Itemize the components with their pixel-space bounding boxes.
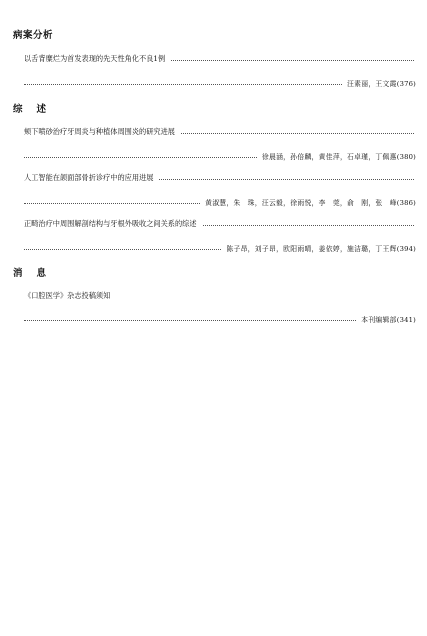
article-page-number: (394)	[396, 245, 416, 253]
article-author-line	[24, 195, 416, 207]
article-title: 《口腔医学》杂志投稿须知	[24, 291, 111, 300]
dot-leader	[24, 320, 356, 321]
dot-leader	[203, 225, 414, 226]
article-authors: 汪素丽，王文霞	[347, 80, 397, 88]
dot-leader	[171, 60, 414, 61]
article-page-number: (376)	[396, 80, 416, 88]
article-title-line[interactable]	[24, 289, 416, 301]
dot-leader	[159, 179, 414, 180]
article-page-number: (380)	[396, 153, 416, 161]
article-authors: 黄淑慧，朱 珠，汪云毅，徐雨悦，李 莞，俞 刚，张 峰	[205, 199, 397, 207]
article-title: 人工智能在颌面部骨折诊疗中的应用进展	[24, 173, 154, 182]
section-heading-case-analysis: 病案分析	[13, 30, 54, 41]
article-author-line	[24, 76, 416, 88]
article-title-line[interactable]	[24, 171, 416, 183]
article-title-line[interactable]	[24, 52, 416, 64]
article-title: 颊下喷砂治疗牙周炎与种植体周围炎的研究进展	[24, 127, 175, 136]
article-title-line[interactable]	[24, 125, 416, 137]
dot-leader	[24, 84, 342, 85]
dot-leader	[24, 249, 221, 250]
article-title: 正畸治疗中周围解剖结构与牙根外吸收之间关系的综述	[24, 219, 197, 228]
article-page-number: (386)	[396, 199, 416, 207]
article-authors: 陈子昂，刘子昂，欧阳雨晴，姜依婷，施洁璐，丁王辉	[226, 245, 397, 253]
article-title: 以舌背糜烂为首发表现的先天性角化不良1例	[24, 54, 166, 63]
dot-leader	[24, 203, 200, 204]
article-title-line[interactable]	[24, 217, 416, 229]
article-authors: 本刊编辑部	[361, 316, 397, 324]
article-author-line	[24, 241, 416, 253]
article-author-line	[24, 149, 416, 161]
section-heading-review: 综述	[13, 104, 61, 115]
section-heading-news: 消息	[13, 268, 61, 279]
article-page-number: (341)	[396, 316, 416, 324]
dot-leader	[24, 157, 257, 158]
article-authors: 徐晨涵，孙倍麟，黄佳萍，石卓瑾，丁佩惠	[261, 153, 397, 161]
dot-leader	[181, 133, 414, 134]
article-author-line	[24, 312, 416, 324]
